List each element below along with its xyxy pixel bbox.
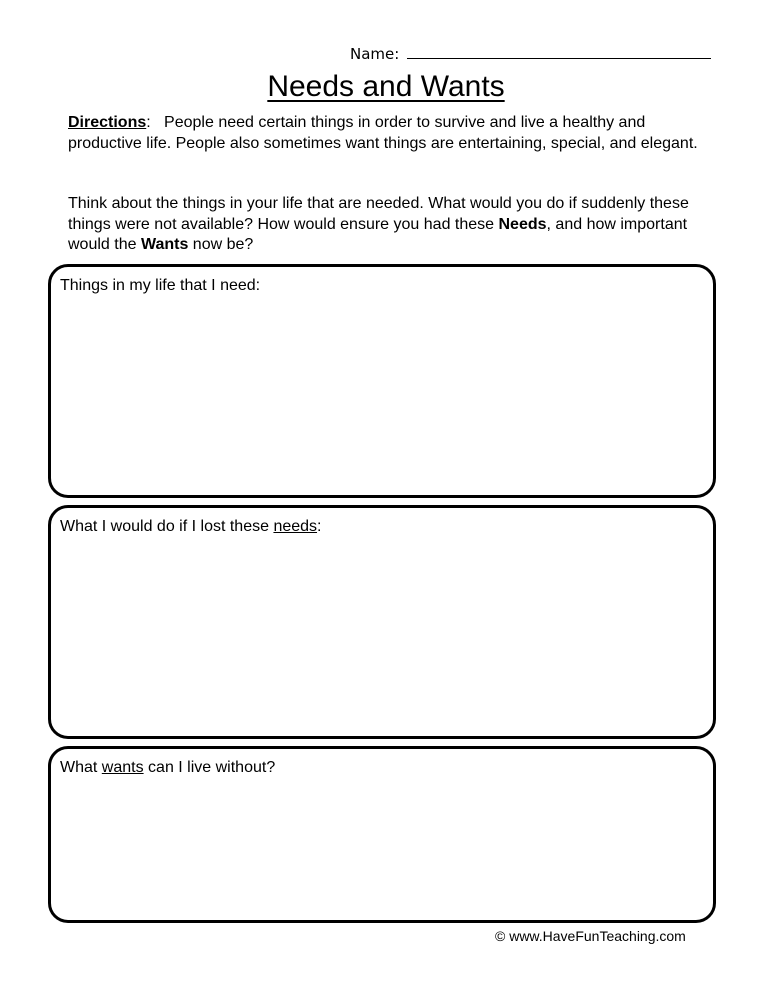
lost-needs-prompt-start: What I would do if I lost these bbox=[60, 518, 274, 535]
think-text-2: , and how important would the bbox=[68, 215, 688, 253]
directions-label: Directions bbox=[68, 114, 147, 131]
needs-bold: Needs bbox=[498, 215, 547, 233]
name-label: Name: bbox=[350, 45, 400, 63]
directions-paragraph bbox=[68, 113, 708, 154]
needs-box-prompt: Things in my life that I need: bbox=[60, 277, 261, 294]
directions-text: People need certain things in order to survive and live a healthy and productive life. People also sometimes want things are entertaining, special, and elegant. bbox=[68, 114, 698, 152]
name-field bbox=[350, 44, 711, 63]
worksheet-title: Needs and Wants bbox=[267, 70, 505, 103]
lost-needs-answer-box[interactable] bbox=[48, 505, 716, 739]
needs-answer-box[interactable] bbox=[48, 264, 716, 498]
think-text-1: Think about the things in your life that are needed. What would you do if suddenly these things were not available? How would ensure you had these bbox=[68, 195, 689, 233]
copyright-footer: © www.HaveFunTeaching.com bbox=[495, 928, 686, 944]
wants-bold: Wants bbox=[140, 236, 189, 253]
think-text-3: now be? bbox=[188, 236, 254, 253]
live-without-prompt-start: What bbox=[60, 759, 102, 776]
live-without-prompt-end: can I live without? bbox=[143, 759, 276, 776]
lost-needs-prompt-underlined: needs bbox=[273, 518, 318, 535]
directions-label-colon: : bbox=[146, 114, 151, 131]
name-input-line[interactable] bbox=[407, 44, 711, 59]
live-without-answer-box[interactable] bbox=[48, 746, 716, 923]
live-without-prompt-underlined: wants bbox=[101, 759, 144, 776]
live-without-box-prompt bbox=[60, 759, 275, 777]
lost-needs-box-prompt bbox=[60, 518, 321, 536]
lost-needs-prompt-end: : bbox=[317, 518, 322, 535]
think-paragraph bbox=[68, 194, 708, 256]
